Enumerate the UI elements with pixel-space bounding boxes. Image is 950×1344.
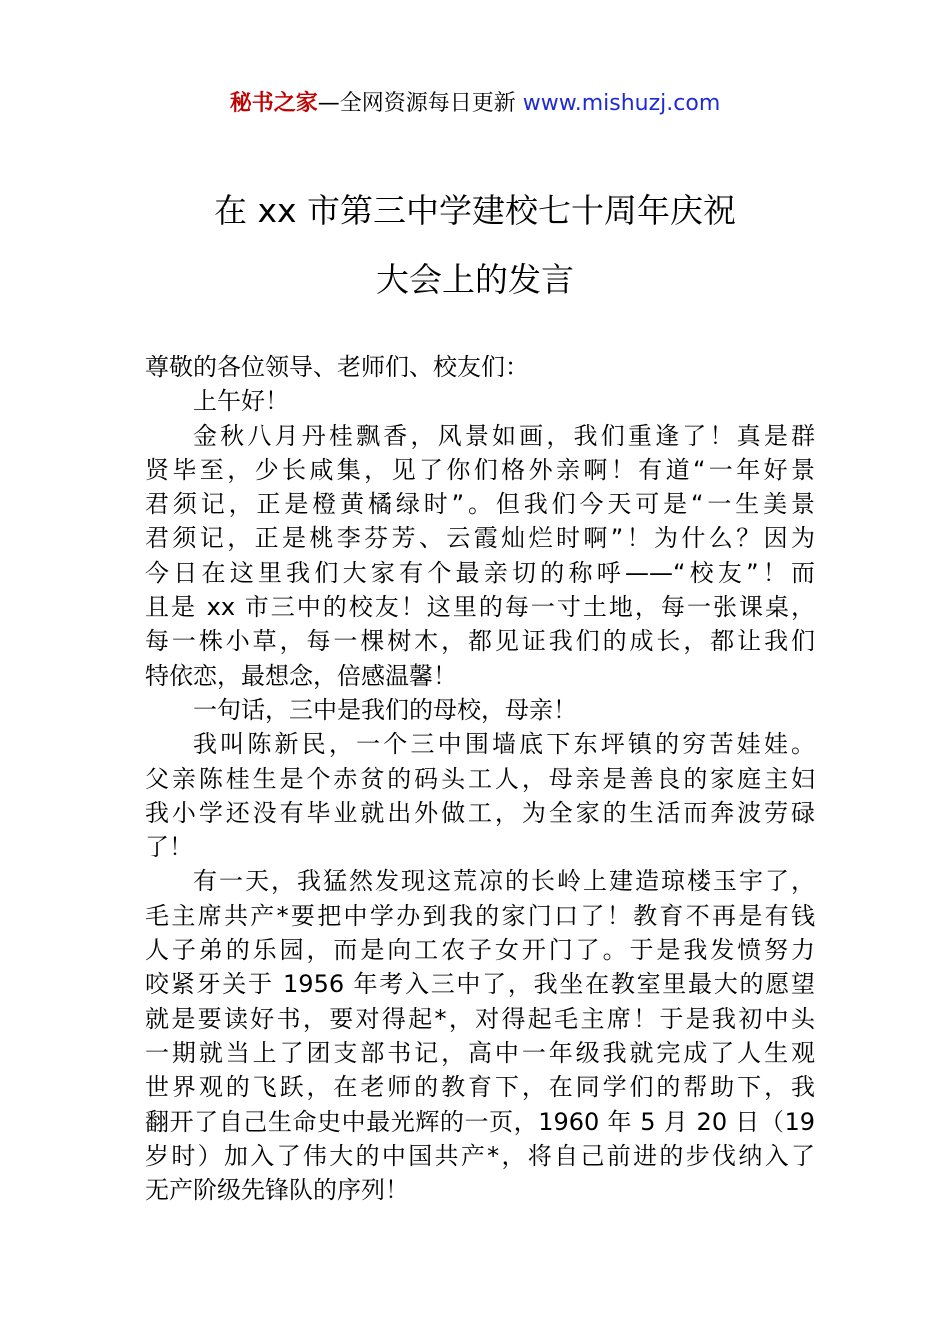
body-line: 每一株小草，每一棵树木，都见证我们的成长，都让我们	[145, 627, 815, 656]
document-body	[145, 350, 815, 1207]
body-line: 有一天，我猛然发现这荒凉的长岭上建造琼楼玉宇了，	[193, 867, 815, 896]
body-line: 了！	[145, 833, 193, 862]
site-tagline: —全网资源每日更新	[317, 91, 523, 116]
body-line: 毛主席共产*要把中学办到我的家门口了！教育不再是有钱	[145, 901, 815, 930]
body-line: 且是 xx 市三中的校友！这里的每一寸土地，每一张课桌，	[145, 593, 815, 622]
body-line: 特依恋，最想念，倍感温馨！	[145, 661, 457, 690]
body-line: 君须记，正是桃李芬芳、云霞灿烂时啊”！为什么？因为	[145, 524, 815, 553]
body-line: 世界观的飞跃，在老师的教育下，在同学们的帮助下，我	[145, 1073, 815, 1102]
body-line: 就是要读好书，要对得起*，对得起毛主席！于是我初中头	[145, 1004, 815, 1033]
site-header	[0, 88, 950, 120]
site-url-link[interactable]: www.mishuzj.com	[522, 91, 721, 116]
salutation: 尊敬的各位领导、老师们、校友们：	[145, 353, 529, 381]
document-title-line-2: 大会上的发言	[376, 260, 574, 299]
site-brand: 秘书之家	[229, 91, 318, 116]
body-line: 一期就当上了团支部书记，高中一年级我就完成了人生观	[145, 1038, 815, 1067]
body-line: 无产阶级先锋队的序列！	[145, 1176, 409, 1205]
body-line: 父亲陈桂生是个赤贫的码头工人，母亲是善良的家庭主妇	[145, 764, 815, 793]
body-line: 君须记，正是橙黄橘绿时”。但我们今天可是“一生美景	[145, 490, 815, 519]
document-title-line-1: 在 xx 市第三中学建校七十周年庆祝	[213, 191, 737, 230]
body-line: 翻开了自己生命史中最光辉的一页，1960 年 5 月 20 日（19	[145, 1107, 815, 1136]
body-line: 我叫陈新民，一个三中围墙底下东坪镇的穷苦娃娃。	[193, 730, 815, 759]
greeting: 上午好！	[193, 387, 289, 416]
body-line: 贤毕至，少长咸集，见了你们格外亲啊！有道“一年好景	[145, 455, 815, 484]
body-line: 我小学还没有毕业就出外做工，为全家的生活而奔波劳碌	[145, 798, 815, 827]
body-line: 一句话，三中是我们的母校，母亲！	[193, 695, 577, 724]
body-line: 咬紧牙关于 1956 年考入三中了，我坐在教室里最大的愿望	[145, 970, 815, 999]
body-line: 人子弟的乐园，而是向工农子女开门了。于是我发愤努力	[145, 936, 815, 965]
body-line: 岁时）加入了伟大的中国共产*，将自己前进的步伐纳入了	[145, 1141, 815, 1170]
body-line: 金秋八月丹桂飘香，风景如画，我们重逢了！真是群	[193, 421, 815, 450]
body-line: 今日在这里我们大家有个最亲切的称呼——“校友”！而	[145, 558, 815, 587]
